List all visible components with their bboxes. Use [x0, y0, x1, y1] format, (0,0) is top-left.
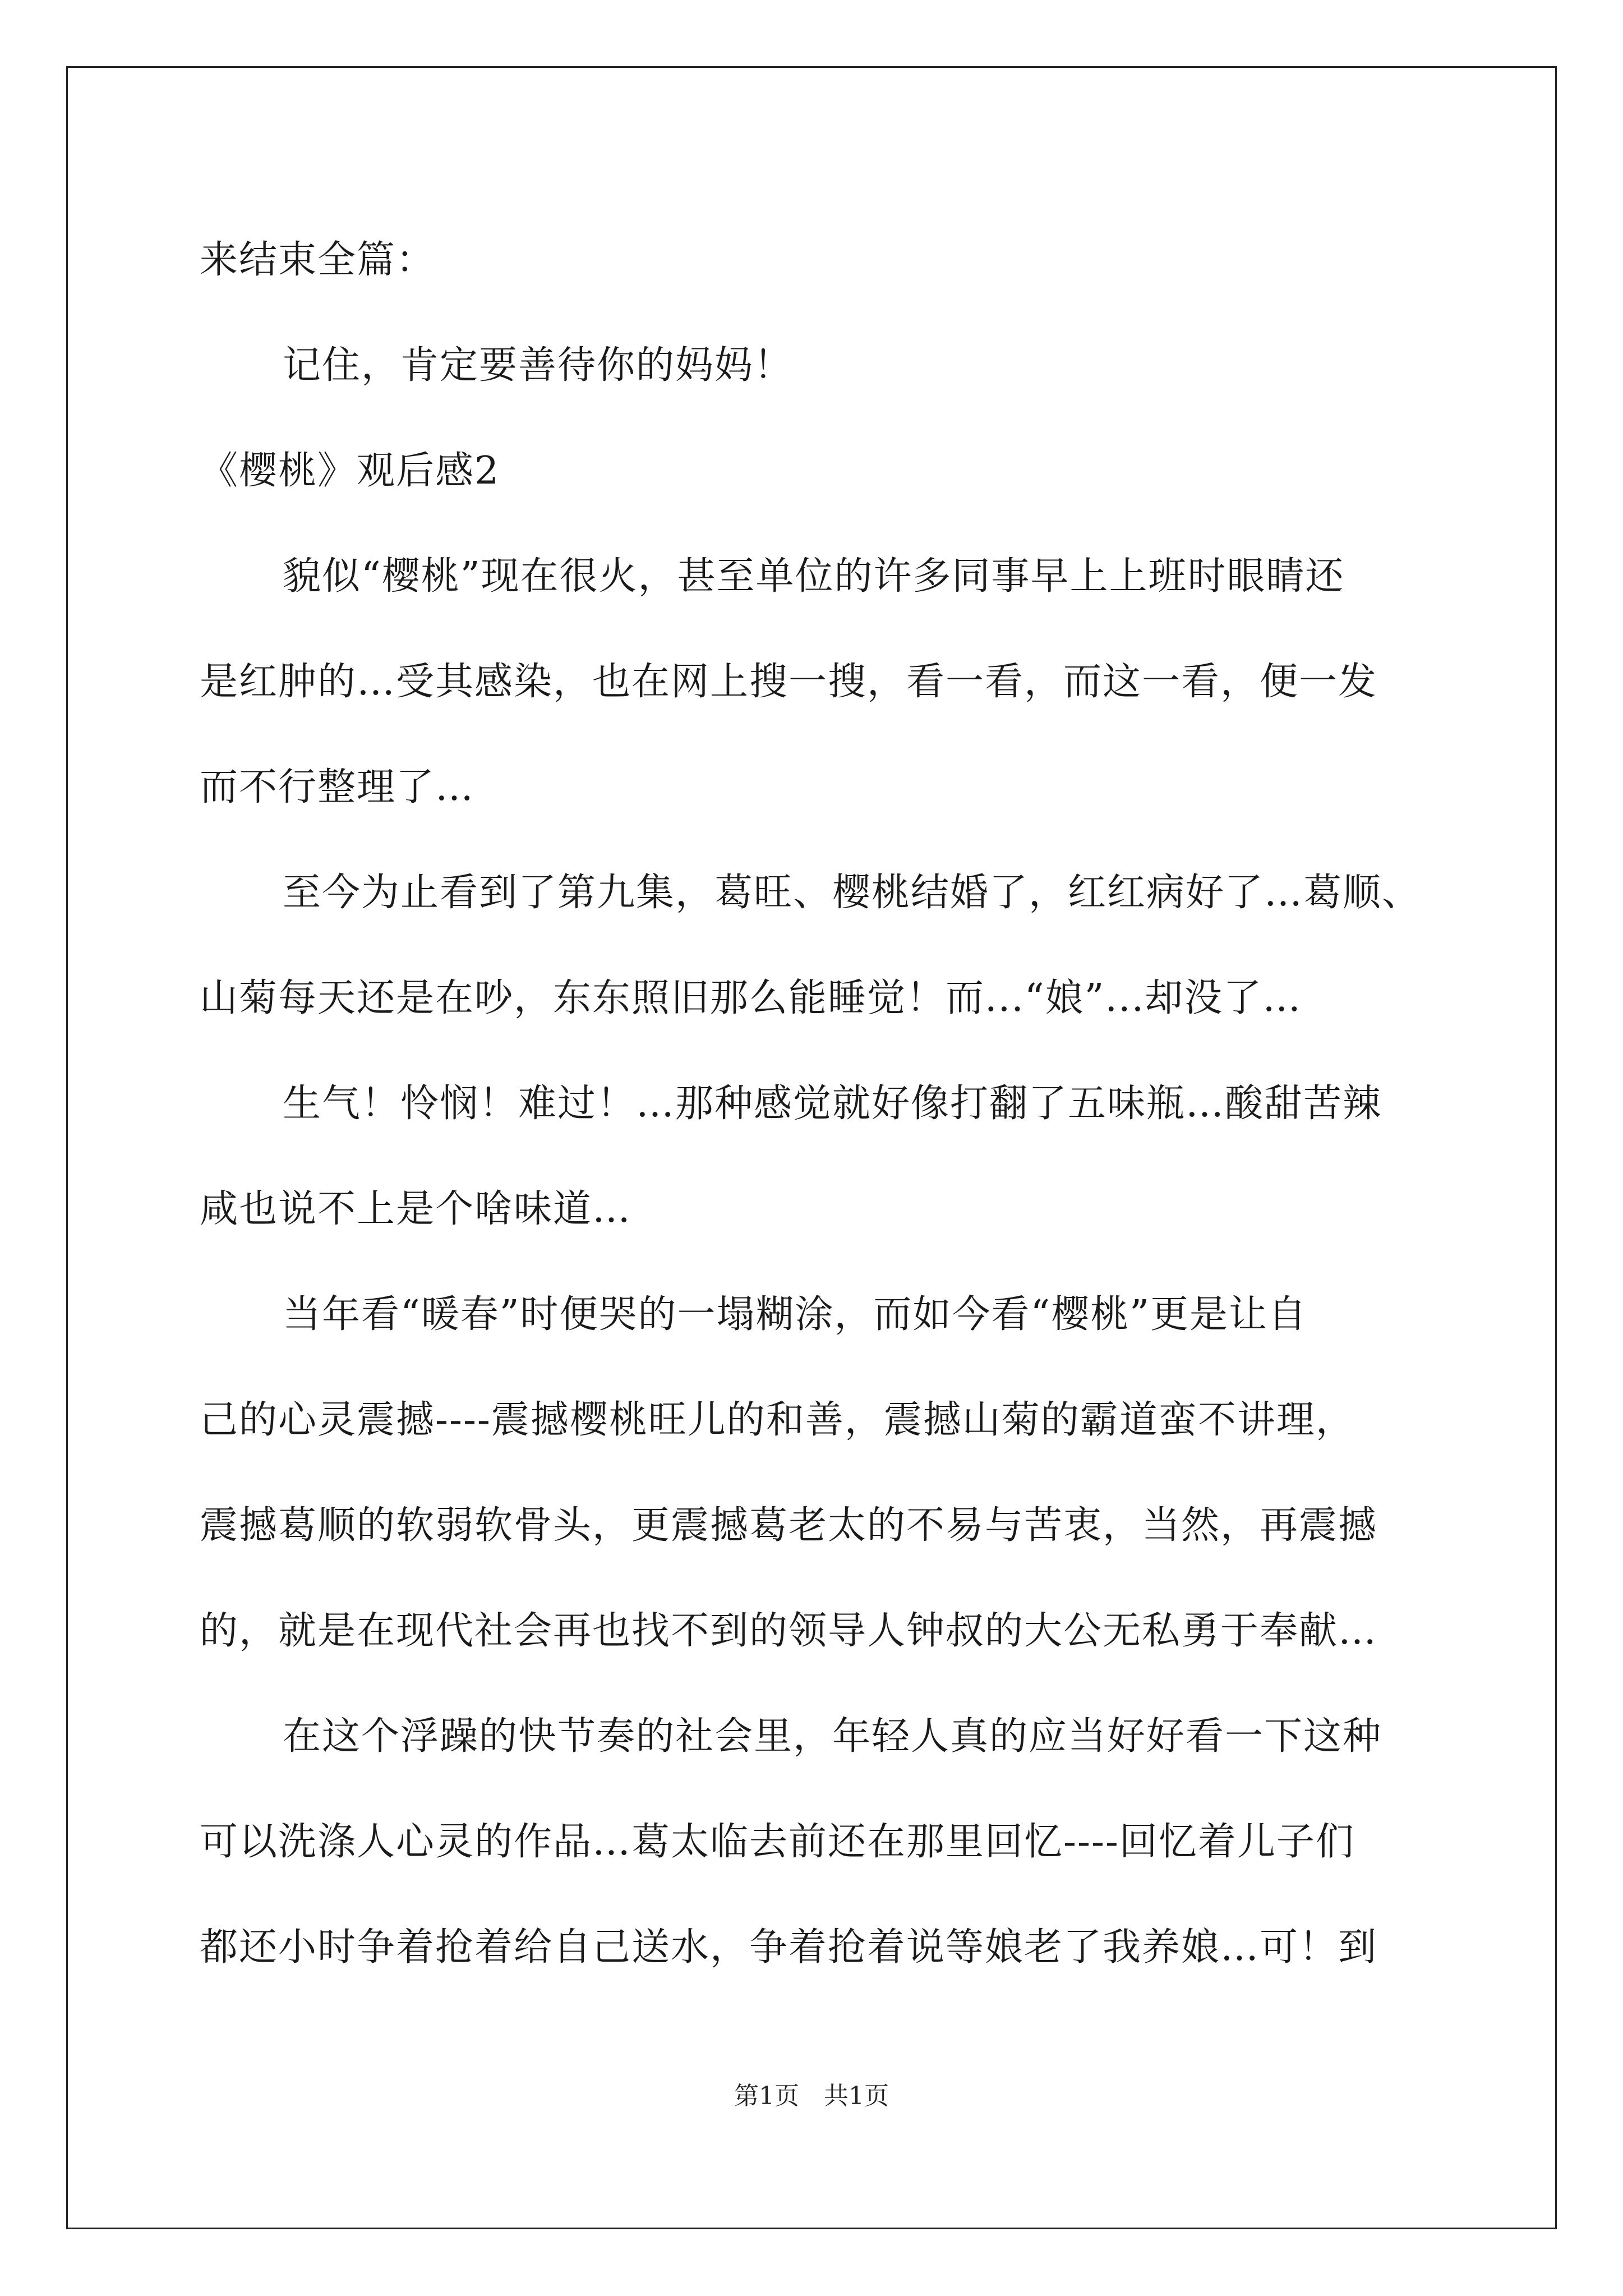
text-line: 己的心灵震撼----震撼樱桃旺儿的和善，震撼山菊的霸道蛮不讲理， — [200, 1398, 1355, 1442]
section-heading: 《樱桃》观后感2 — [200, 449, 500, 493]
text-line: 貌似“樱桃”现在很火，甚至单位的许多同事早上上班时眼睛还 — [283, 554, 1345, 599]
text-line: 记住，肯定要善待你的妈妈！ — [283, 343, 794, 388]
text-line: 都还小时争着抢着给自己送水，争着抢着说等娘老了我养娘…可！到 — [200, 1925, 1378, 1970]
text-line: 可以洗涤人心灵的作品…葛太临去前还在那里回忆----回忆着儿子们 — [200, 1820, 1355, 1864]
text-line: 至今为止看到了第九集，葛旺、樱桃结婚了，红红病好了…葛顺、 — [283, 871, 1422, 915]
page-number: 第1页 共1页 — [734, 2082, 889, 2110]
text-line: 生气！怜悯！难过！…那种感觉就好像打翻了五味瓶…酸甜苦辣 — [283, 1082, 1382, 1126]
text-line: 当年看“暖春”时便哭的一塌糊涂，而如今看“樱桃”更是让自 — [283, 1292, 1308, 1337]
text-line: 来结束全篇： — [200, 238, 436, 282]
text-line: 咸也说不上是个啥味道… — [200, 1187, 632, 1231]
text-line: 而不行整理了… — [200, 765, 475, 809]
text-line: 震撼葛顺的软弱软骨头，更震撼葛老太的不易与苦衷，当然，再震撼 — [200, 1503, 1378, 1548]
text-line: 是红肿的…受其感染，也在网上搜一搜，看一看，而这一看，便一发 — [200, 660, 1378, 704]
text-line: 山菊每天还是在吵，东东照旧那么能睡觉！而...“娘”...却没了… — [200, 976, 1302, 1020]
text-line: 在这个浮躁的快节奏的社会里，年轻人真的应当好好看一下这种 — [283, 1714, 1382, 1759]
text-line: 的，就是在现代社会再也找不到的领导人钟叔的大公无私勇于奉献… — [200, 1609, 1378, 1653]
